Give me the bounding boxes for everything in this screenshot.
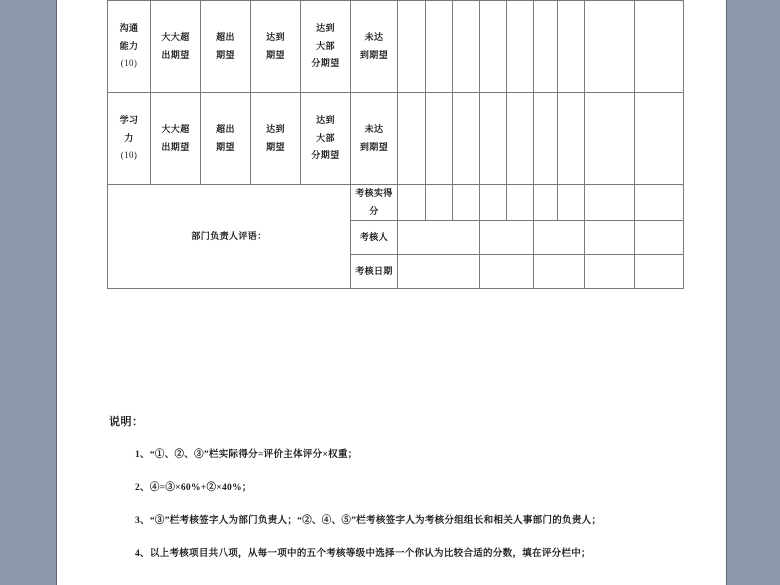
score-cell[interactable] <box>507 1 534 93</box>
row-item-label: 学习 力 (10) <box>108 93 151 185</box>
score-cell[interactable] <box>480 93 507 185</box>
comment-label: 部门负责人评语： <box>191 230 267 241</box>
assessor-value-cell[interactable] <box>534 221 585 255</box>
score-cell[interactable] <box>635 1 684 93</box>
actual-score-cell[interactable] <box>398 185 426 221</box>
rating-level-cell[interactable]: 超出 期望 <box>201 93 251 185</box>
note-item: 1、“①、②、③”栏实际得分=评价主体评分×权重； <box>135 450 358 460</box>
assessor-value-cell[interactable] <box>635 221 684 255</box>
score-cell[interactable] <box>507 93 534 185</box>
assessor-value-cell[interactable] <box>398 221 480 255</box>
note-item: 2、④=③×60%+②×40%； <box>135 483 252 493</box>
table-row <box>108 93 684 185</box>
score-cell[interactable] <box>585 93 635 185</box>
actual-score-cell[interactable] <box>635 185 684 221</box>
actual-score-cell[interactable] <box>558 185 585 221</box>
rating-level-cell[interactable]: 达到 大部 分期望 <box>301 93 351 185</box>
actual-score-cell[interactable] <box>480 185 507 221</box>
assessment-date-value-cell[interactable] <box>398 255 480 289</box>
actual-score-cell[interactable] <box>534 185 558 221</box>
note-item: 4、以上考核项目共八项，从每一项中的五个考核等级中选择一个你认为比较合适的分数，填在评分栏中； <box>135 549 591 559</box>
score-cell[interactable] <box>426 1 453 93</box>
rating-level-cell[interactable]: 大大超 出期望 <box>151 93 201 185</box>
assessment-date-value-cell[interactable] <box>480 255 534 289</box>
score-cell[interactable] <box>635 93 684 185</box>
score-cell[interactable] <box>558 93 585 185</box>
score-cell[interactable] <box>426 93 453 185</box>
table-row <box>108 1 684 93</box>
rating-level-cell[interactable]: 未达 到期望 <box>351 1 398 93</box>
performance-grade-table <box>107 0 684 289</box>
rating-level-cell[interactable]: 达到 期望 <box>251 93 301 185</box>
rating-level-cell[interactable]: 未达 到期望 <box>351 93 398 185</box>
score-cell[interactable] <box>585 1 635 93</box>
actual-score-label: 考核实得分 <box>351 185 398 221</box>
score-cell[interactable] <box>534 1 558 93</box>
rating-level-cell[interactable]: 超出 期望 <box>201 1 251 93</box>
rating-level-cell[interactable]: 达到 大部 分期望 <box>301 1 351 93</box>
table-body <box>108 0 684 289</box>
rating-level-cell[interactable]: 达到 期望 <box>251 1 301 93</box>
assessment-date-value-cell[interactable] <box>534 255 585 289</box>
assessor-label: 考核人 <box>351 221 398 255</box>
assessment-date-label: 考核日期 <box>351 255 398 289</box>
score-cell[interactable] <box>534 93 558 185</box>
rating-level-cell[interactable]: 大大超 出期望 <box>151 1 201 93</box>
department-head-comment-cell[interactable] <box>108 185 351 289</box>
score-cell[interactable] <box>398 93 426 185</box>
assessment-date-value-cell[interactable] <box>585 255 635 289</box>
assessor-value-cell[interactable] <box>480 221 534 255</box>
assessment-date-value-cell[interactable] <box>635 255 684 289</box>
score-cell[interactable] <box>453 93 480 185</box>
table-row <box>108 185 684 221</box>
assessor-value-cell[interactable] <box>585 221 635 255</box>
row-item-label: 沟通 能力 (10) <box>108 1 151 93</box>
notes-section <box>57 413 726 578</box>
notes-title: 说明： <box>109 416 144 428</box>
note-item: 3、“③”栏考核签字人为部门负责人；“②、④、⑤”栏考核签字人为考核分组组长和相关人事部门的负责人； <box>135 516 602 526</box>
score-cell[interactable] <box>398 1 426 93</box>
score-cell[interactable] <box>480 1 507 93</box>
actual-score-cell[interactable] <box>453 185 480 221</box>
document-page <box>57 0 726 585</box>
actual-score-cell[interactable] <box>585 185 635 221</box>
score-cell[interactable] <box>558 1 585 93</box>
actual-score-cell[interactable] <box>507 185 534 221</box>
actual-score-cell[interactable] <box>426 185 453 221</box>
score-cell[interactable] <box>453 1 480 93</box>
